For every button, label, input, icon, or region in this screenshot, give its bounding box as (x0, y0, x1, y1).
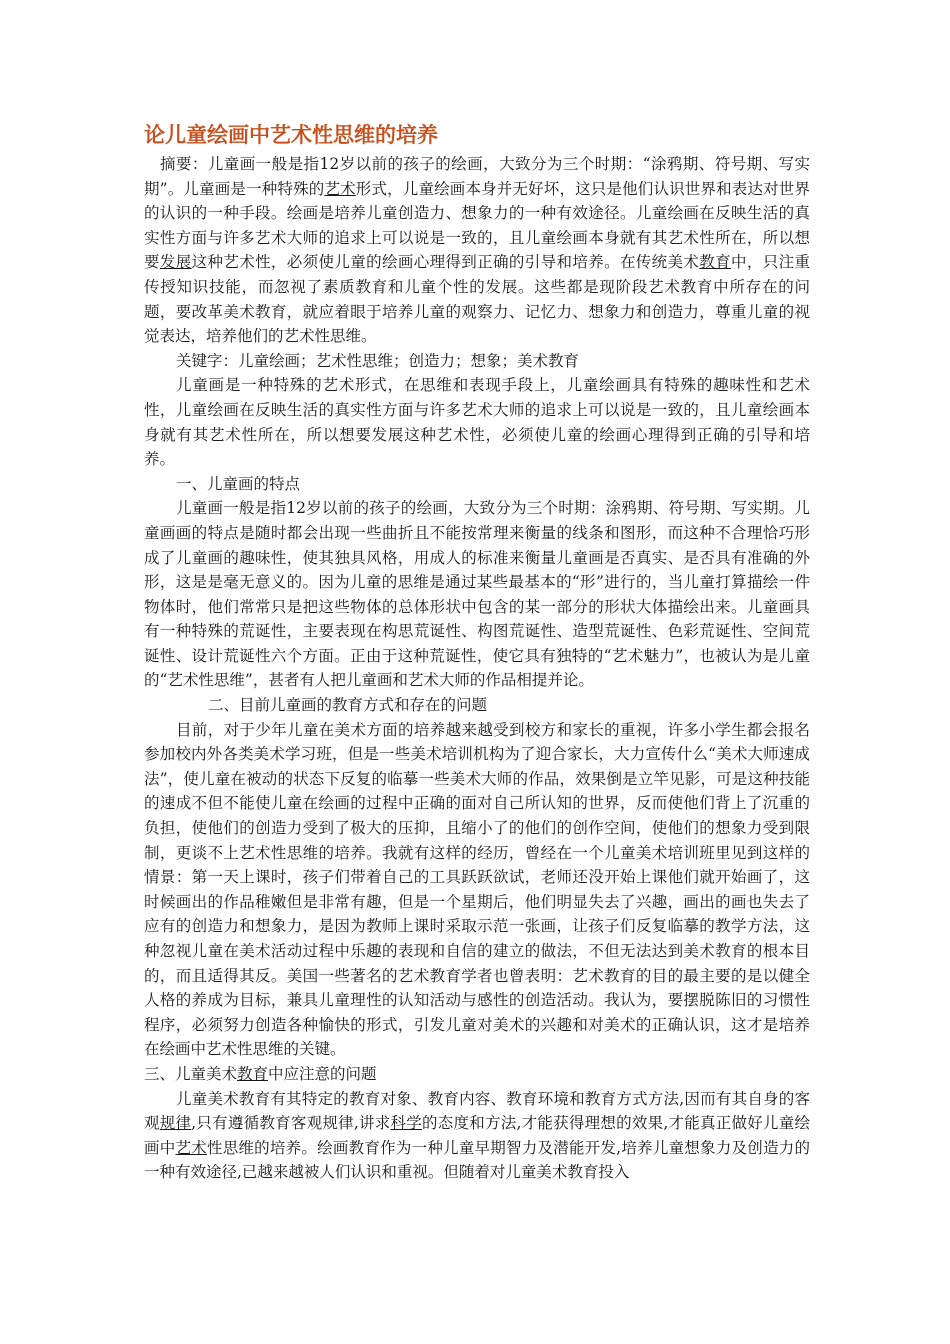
section-3-link-art[interactable]: 艺术 (175, 1138, 207, 1157)
section-3-text-1: 儿童美术教育有其特定的教育对象、教育内容、教育环境和教育方式方法,因而有其自身的客观 (144, 1089, 810, 1133)
section-3-heading-text-b: 中应注意的问题 (268, 1064, 377, 1083)
abstract-text-2: 形式，儿童绘画本身并无好坏，这只是他们认识世界和表达对世界的认识的一种手段。绘画是培养儿童创造力、想象力的一种有效途径。儿童绘画在反映生活的真实性方面与许多艺术大师的追求上可以说是一致的，且儿童绘画本身就有其艺术性所在，所以想要 (144, 179, 810, 272)
document-body (144, 118, 810, 1185)
abstract-link-art[interactable]: 艺术 (324, 179, 356, 198)
abstract-link-education[interactable]: 教育 (699, 253, 731, 272)
section-3-link-law[interactable]: 规律 (159, 1114, 192, 1133)
section-3-text-3: 的态度和方法,才能获得理想的效果,才能真正做好儿童绘画中 (144, 1114, 810, 1157)
section-3-heading (144, 1062, 810, 1087)
keywords-line: 关键字：儿童绘画；艺术性思维；创造力；想象；美术教育 (176, 351, 580, 370)
section-2-paragraph: 目前，对于少年儿童在美术方面的培养越来越受到校方和家长的重视，许多小学生都会报名参加校内外各类美术学习班，但是一些美术培训机构为了迎合家长，大力宣传什么“美术大师速成法”，使儿童在被动的状态下反复的临摹一些美术大师的作品，效果倒是立竿见影，可是这种技能的速成不但不能使儿童在绘画的过程中正确的面对自己所认知的世界，反而使他们背上了沉重的负担，使他们的创造力受到了极大的压抑，且缩小了的他们的创作空间，使他们的想象力受到限制，更谈不上艺术性思维的培养。我就有这样的经历，曾经在一个儿童美术培训班里见到这样的情景：第一天上课时，孩子们带着自己的工具跃跃欲试，老师还没开始上课他们就开始画了，这时候画出的作品稚嫩但是非常有趣，但是一个星期后，他们明显失去了兴趣，画出的画也失去了应有的创造力和想象力，是因为教师上课时采取示范一张画，让孩子们反复临摹的教学方法，这种忽视儿童在美术活动过程中乐趣的表现和自信的建立的做法，不但无法达到美术教育的根本目的，而且适得其反。美国一些著名的艺术教育学者也曾表明：艺术教育的目的最主要的是以健全人格的养成为目标，兼具儿童理性的认知活动与感性的创造活动。我认为，要摆脱陈旧的习惯性程序，必须努力创造各种愉快的形式，引发儿童对美术的兴趣和对美术的正确认识，这才是培养在绘画中艺术性思维的关键。 (144, 720, 810, 1059)
section-3-text-4: 性思维的培养。绘画教育作为一种儿童早期智力及潜能开发,培养儿童想象力及创造力的一种有效途径,已越来越被人们认识和重视。但随着对儿童美术教育投入 (144, 1138, 810, 1182)
section-3-heading-link[interactable]: 教育 (237, 1064, 269, 1083)
section-3-heading-text-a: 三、儿童美术 (144, 1064, 238, 1083)
document-title: 论儿童绘画中艺术性思维的培养 (144, 123, 438, 147)
abstract-paragraph (144, 152, 810, 349)
section-1-paragraph: 儿童画一般是指12岁以前的孩子的绘画，大致分为三个时期：涂鸦期、符号期、写实期。儿童画画的特点是随时都会出现一些曲折且不能按常理来衡量的线条和图形，而这种不合理恰巧形成了儿童画的趣味性，使其独具风格，用成人的标准来衡量儿童画是否真实、是否具有准确的外形，这是是毫无意义的。因为儿童的思维是通过某些最基本的“形”进行的，当儿童打算描绘一件物体时，他们常常只是把这些物体的总体形状中包含的某一部分的形状大体描绘出来。儿童画具有一种特殊的荒诞性，主要表现在构思荒诞性、构图荒诞性、造型荒诞性、色彩荒诞性、空间荒诞性、设计荒诞性六个方面。正由于这种荒诞性，使它具有独特的“艺术魅力”，也被认为是儿童的“艺术性思维”，甚者有人把儿童画和艺术大师的作品相提并论。 (144, 499, 810, 690)
section-1-heading: 一、儿童画的特点 (176, 474, 301, 493)
intro-paragraph: 儿童画是一种特殊的艺术形式，在思维和表现手段上，儿童绘画具有特殊的趣味性和艺术性，儿童绘画在反映生活的真实性方面与许多艺术大师的追求上可以说是一致的，且儿童绘画本身就有其艺术性所在，所以想要发展这种艺术性，必须使儿童的绘画心理得到正确的引导和培养。 (144, 376, 810, 469)
section-3-text-2: ,只有遵循教育客观规律,讲求 (191, 1114, 391, 1133)
abstract-text-3: 这种艺术性，必须使儿童的绘画心理得到正确的引导和培养。在传统美术 (191, 253, 700, 272)
abstract-link-develop[interactable]: 发展 (159, 253, 192, 272)
section-3-paragraph (144, 1087, 810, 1185)
abstract-text-4: 中，只注重传授知识技能，而忽视了素质教育和儿童个性的发展。这些都是现阶段艺术教育中所存在的问题，要改革美术教育，就应着眼于培养儿童的观察力、记忆力、想象力和创造力，尊重儿童的视觉表达，培养他们的艺术性思维。 (144, 253, 810, 346)
abstract-text-1: 摘要：儿童画一般是指12岁以前的孩子的绘画，大致分为三个时期：“涂鸦期、符号期、写实期”。儿童画是一种特殊的 (144, 155, 810, 198)
section-2-heading: 二、目前儿童画的教育方式和存在的问题 (208, 696, 488, 715)
section-3-link-science[interactable]: 科学 (390, 1114, 423, 1133)
